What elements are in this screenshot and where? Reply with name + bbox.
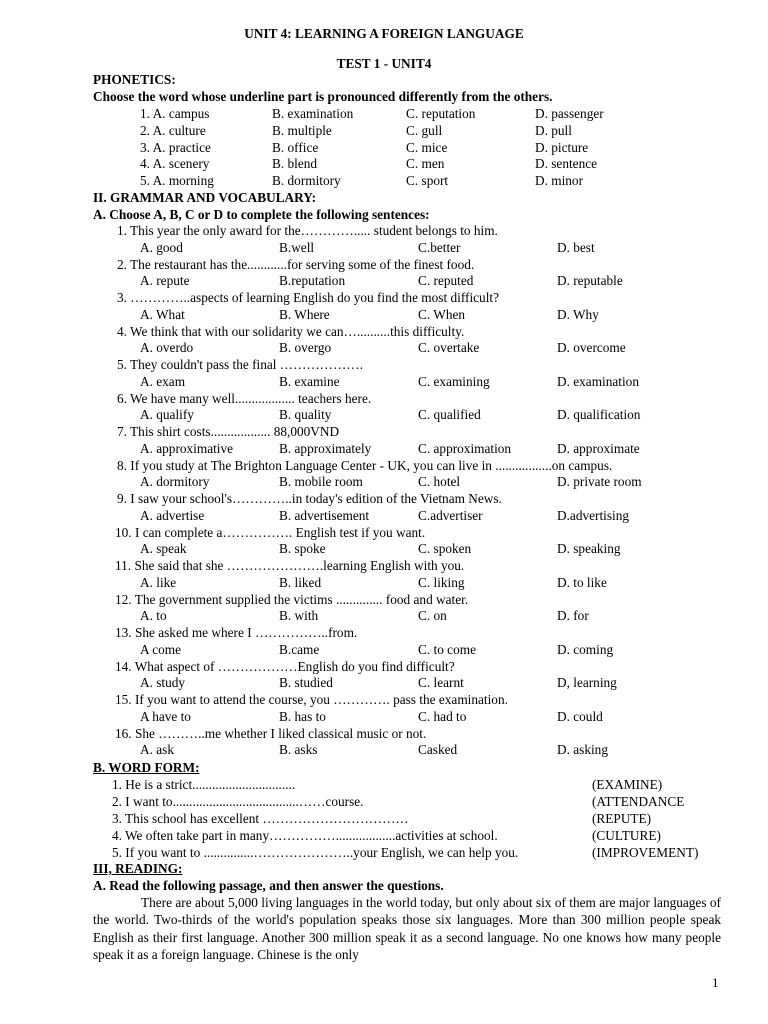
- option-a: A. study: [140, 675, 186, 691]
- option-b: B. liked: [279, 574, 322, 590]
- option-c: C. approximation: [418, 440, 512, 456]
- option-a: A. overdo: [140, 340, 194, 356]
- option-c: C. on: [418, 608, 447, 624]
- option-d: D. could: [557, 708, 603, 724]
- word-form-root: (REPUTE): [592, 811, 652, 826]
- question-text: 6. We have many well.................. teachers here.: [117, 390, 372, 406]
- question-text: 3. …………..aspects of learning English do you find the most difficult?: [117, 290, 499, 305]
- option-d: D. to like: [557, 574, 607, 590]
- option-b: B.well: [279, 239, 315, 255]
- question-text: 2. The restaurant has the............for serving some of the finest food.: [117, 256, 475, 272]
- unit-title: UNIT 4: LEARNING A FOREIGN LANGUAGE: [244, 26, 524, 41]
- phonetics-option-a: 2. A. culture: [140, 122, 206, 138]
- question-text: 15. If you want to attend the course, you …………. pass the examination.: [115, 692, 508, 707]
- phonetics-option-c: C. mice: [406, 139, 448, 155]
- option-c: C. to come: [418, 641, 476, 657]
- option-b: B.reputation: [279, 273, 346, 289]
- option-c: C. examining: [418, 373, 490, 389]
- word-form-root: (IMPROVEMENT): [592, 845, 699, 860]
- phonetics-option-b: B. dormitory: [272, 173, 341, 189]
- option-a: A. to: [140, 608, 167, 624]
- question-text: 1. This year the only award for the…………..... student belongs to him.: [117, 223, 498, 238]
- word-form-sentence: 5. If you want to ...............…………………..your English, we can help you.: [112, 845, 519, 860]
- option-d: D. speaking: [557, 541, 621, 557]
- option-d: D, learning: [557, 675, 617, 691]
- option-c: C.better: [418, 239, 461, 255]
- option-d: D. for: [557, 608, 589, 624]
- option-a: A. exam: [140, 373, 186, 389]
- phonetics-option-d: D. passenger: [535, 106, 604, 121]
- option-b: B.came: [279, 641, 320, 657]
- phonetics-option-b: B. multiple: [272, 122, 332, 138]
- option-c: C. spoken: [418, 541, 472, 557]
- option-a: A. advertise: [140, 507, 205, 523]
- word-form-sentence: 2. I want to......................................……course.: [112, 794, 364, 809]
- option-b: B. approximately: [279, 440, 372, 456]
- word-form-root: (ATTENDANCE: [592, 794, 685, 809]
- option-a: A. repute: [140, 273, 190, 289]
- question-text: 8. If you study at The Brighton Language Center - UK, you can live in .................on campus.: [117, 457, 613, 473]
- phonetics-option-a: 1. A. campus: [140, 106, 210, 121]
- phonetics-option-c: C. sport: [406, 173, 449, 189]
- option-c: C. reputed: [418, 273, 474, 289]
- word-form-sentence: 3. This school has excellent ……………………………: [112, 811, 409, 826]
- word-form-root: (EXAMINE): [592, 777, 663, 792]
- question-text: 5. They couldn't pass the final ……………….: [117, 357, 363, 372]
- question-text: 12. The government supplied the victims .............. food and water.: [115, 591, 469, 607]
- option-b: B. with: [279, 608, 319, 624]
- reading-passage: There are about 5,000 living languages in the world today, but only about six of them are major languages of the world. Two-thirds of the world's population speaks those six languages. More than 300 million people speak English as their first language. Another 300 million speak it as a second language. No one knows how many people speak it as a foreign language. Chinese is the only: [93, 895, 721, 962]
- option-c: Casked: [418, 742, 458, 758]
- option-b: B. advertisement: [279, 507, 370, 523]
- phonetics-option-b: B. office: [272, 139, 319, 155]
- option-d: D.advertising: [557, 507, 630, 523]
- option-a: A. like: [140, 574, 177, 590]
- option-d: D. approximate: [557, 440, 640, 456]
- word-form-root: (CULTURE): [592, 828, 661, 843]
- option-a: A. ask: [140, 742, 174, 758]
- question-text: 13. She asked me where I ……………..from.: [115, 625, 358, 640]
- phonetics-heading: PHONETICS:: [93, 72, 176, 87]
- option-a: A. good: [140, 239, 183, 255]
- question-text: 14. What aspect of ………………English do you find difficult?: [115, 658, 455, 674]
- option-b: B. asks: [279, 742, 318, 758]
- option-c: C.advertiser: [418, 507, 483, 523]
- option-a: A. approximative: [140, 440, 234, 456]
- phonetics-instruction: Choose the word whose underline part is pronounced differently from the others.: [93, 89, 553, 104]
- option-d: D. Why: [557, 306, 599, 322]
- word-form-sentence: 1. He is a strict...............................: [112, 777, 296, 792]
- option-d: D. reputable: [557, 273, 623, 289]
- option-c: C. qualified: [418, 407, 481, 423]
- option-c: C. hotel: [418, 474, 461, 490]
- question-text: 10. I can complete a……………. English test if you want.: [115, 524, 426, 540]
- option-a: A have to: [140, 708, 191, 724]
- word-form-sentence: 4. We often take part in many……………..................activities at school.: [112, 828, 498, 843]
- reading-heading: III, READING:: [93, 861, 183, 876]
- option-d: D. private room: [557, 474, 642, 490]
- phonetics-option-c: C. men: [406, 156, 445, 172]
- option-c: C. learnt: [418, 675, 464, 691]
- option-a: A. qualify: [140, 407, 194, 423]
- option-d: D. overcome: [557, 340, 626, 356]
- option-c: C. When: [418, 306, 466, 322]
- grammar-heading: II. GRAMMAR AND VOCABULARY:: [93, 190, 317, 205]
- option-d: D. examination: [557, 373, 639, 389]
- phonetics-option-d: D. sentence: [535, 156, 598, 172]
- question-text: 11. She said that she ………………….learning English with you.: [115, 558, 465, 573]
- phonetics-option-a: 3. A. practice: [140, 139, 211, 155]
- option-b: B. Where: [279, 306, 330, 322]
- question-text: 4. We think that with our solidarity we can…..........this difficulty.: [117, 323, 465, 339]
- option-a: A. dormitory: [140, 474, 210, 490]
- option-b: B. examine: [279, 373, 340, 389]
- option-c: C. overtake: [418, 340, 480, 356]
- option-c: C. liking: [418, 574, 465, 590]
- option-a: A. What: [140, 306, 185, 322]
- phonetics-option-c: C. reputation: [406, 106, 476, 121]
- grammar-instruction: A. Choose A, B, C or D to complete the following sentences:: [93, 207, 430, 222]
- option-a: A. speak: [140, 541, 187, 557]
- option-b: B. mobile room: [279, 474, 363, 490]
- test-title: TEST 1 - UNIT4: [336, 56, 432, 71]
- page-number: 1: [712, 975, 719, 990]
- phonetics-option-a: 5. A. morning: [140, 173, 214, 189]
- phonetics-option-d: D. picture: [535, 139, 589, 155]
- question-text: 7. This shirt costs.................. 88,000VND: [117, 424, 340, 439]
- question-text: 16. She ………..me whether I liked classical music or not.: [115, 725, 427, 741]
- phonetics-option-b: B. blend: [272, 156, 318, 172]
- option-d: D. asking: [557, 742, 608, 758]
- option-b: B. overgo: [279, 340, 332, 356]
- reading-instruction: A. Read the following passage, and then answer the questions.: [93, 878, 444, 893]
- phonetics-option-d: D. minor: [535, 173, 584, 189]
- phonetics-option-a: 4. A. scenery: [140, 156, 210, 172]
- option-d: D. coming: [557, 641, 614, 657]
- option-d: D. best: [557, 239, 595, 255]
- phonetics-option-c: C. gull: [406, 122, 443, 138]
- phonetics-option-b: B. examination: [272, 106, 354, 121]
- option-c: C. had to: [418, 708, 467, 724]
- word-form-heading: B. WORD FORM:: [93, 760, 200, 775]
- option-b: B. studied: [279, 675, 333, 691]
- option-d: D. qualification: [557, 407, 641, 423]
- phonetics-option-d: D. pull: [535, 122, 572, 138]
- question-text: 9. I saw your school's…………..in today's edition of the Vietnam News.: [117, 491, 502, 506]
- option-a: A come: [140, 641, 181, 657]
- option-b: B. quality: [279, 407, 332, 423]
- option-b: B. spoke: [279, 541, 326, 557]
- option-b: B. has to: [279, 708, 326, 724]
